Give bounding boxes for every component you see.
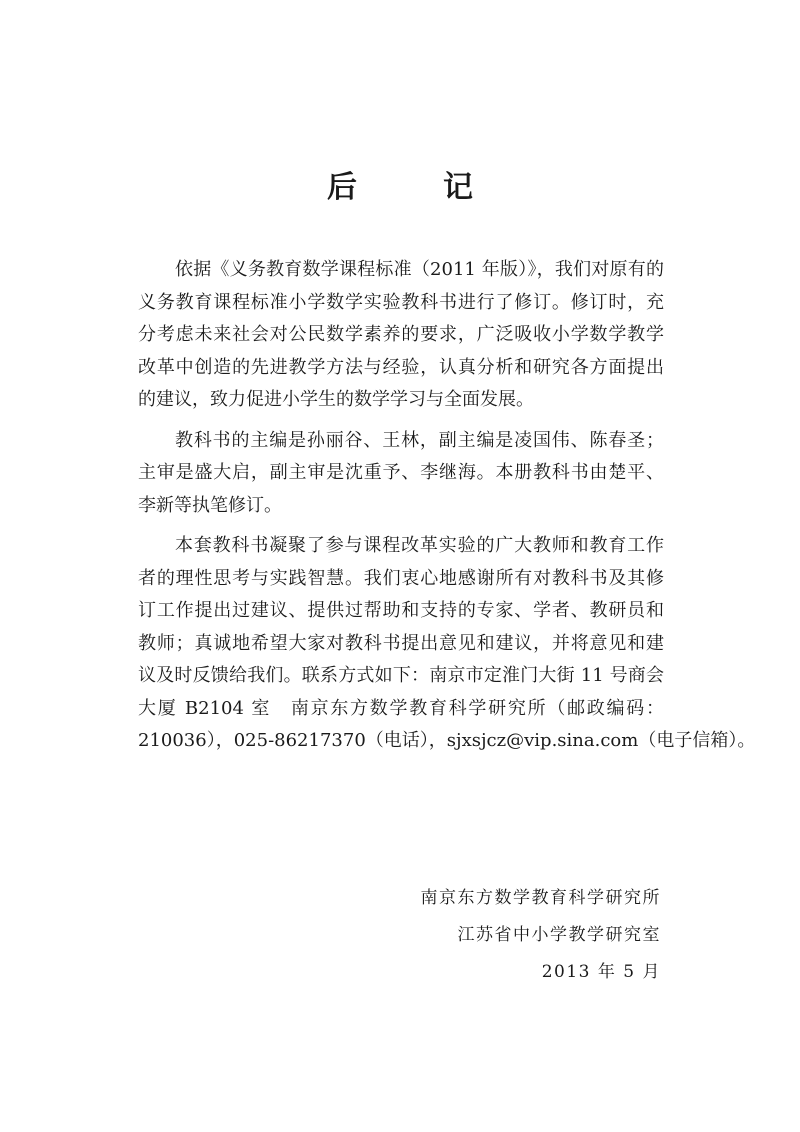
text-line: 依据《义务教育数学课程标准（2011 年版）》，我们对原有的 xyxy=(175,259,664,280)
signature-org-2: 江苏省中小学教学研究室 xyxy=(457,925,661,945)
text-line: 李新等执笔修订。 xyxy=(138,494,282,516)
text-line: 大厦 B2104 室 南京东方数学教育科学研究所（邮政编码： xyxy=(138,697,664,719)
text-line: 教科书的主编是孙丽谷、王林，副主编是凌国伟、陈春圣； xyxy=(175,429,664,451)
paragraph-sources xyxy=(138,254,664,417)
paragraph-editors xyxy=(138,425,664,523)
page-title: 后 记 xyxy=(327,170,501,205)
text-line: 的建议，致力促进小学生的数学学习与全面发展。 xyxy=(138,389,534,410)
text-line: 主审是盛大启，副主审是沈重予、李继海。本册教科书由楚平、 xyxy=(138,462,664,483)
text-line: 分考虑未来社会对公民数学素养的要求，广泛吸收小学数学教学 xyxy=(138,324,664,345)
signature-block xyxy=(421,880,662,991)
text-line: 订工作提出过建议、提供过帮助和支持的专家、学者、教研员和 xyxy=(138,600,664,621)
afterword-body xyxy=(138,254,756,766)
text-line: 本套教科书凝聚了参与课程改革实验的广大教师和教育工作 xyxy=(175,535,664,556)
text-line: 210036），025-86217370（电话），sjxsjcz@vip.sina.com（电子信箱）。 xyxy=(138,730,756,751)
text-line: 教师；真诚地希望大家对教科书提出意见和建议，并将意见和建 xyxy=(138,632,664,654)
text-line: 改革中创造的先进教学方法与经验，认真分析和研究各方面提出 xyxy=(138,356,664,378)
text-line: 义务教育课程标准小学数学实验教科书进行了修订。修订时，充 xyxy=(138,291,664,313)
signature-org-1: 南京东方数学教育科学研究所 xyxy=(420,888,661,908)
paragraph-acknowledgement xyxy=(138,530,756,758)
text-line: 者的理性思考与实践智慧。我们衷心地感谢所有对教科书及其修 xyxy=(138,567,664,589)
text-line: 议及时反馈给我们。联系方式如下：南京市定淮门大街 11 号商会 xyxy=(138,665,664,686)
signature-date: 2013 年 5 月 xyxy=(541,962,661,982)
